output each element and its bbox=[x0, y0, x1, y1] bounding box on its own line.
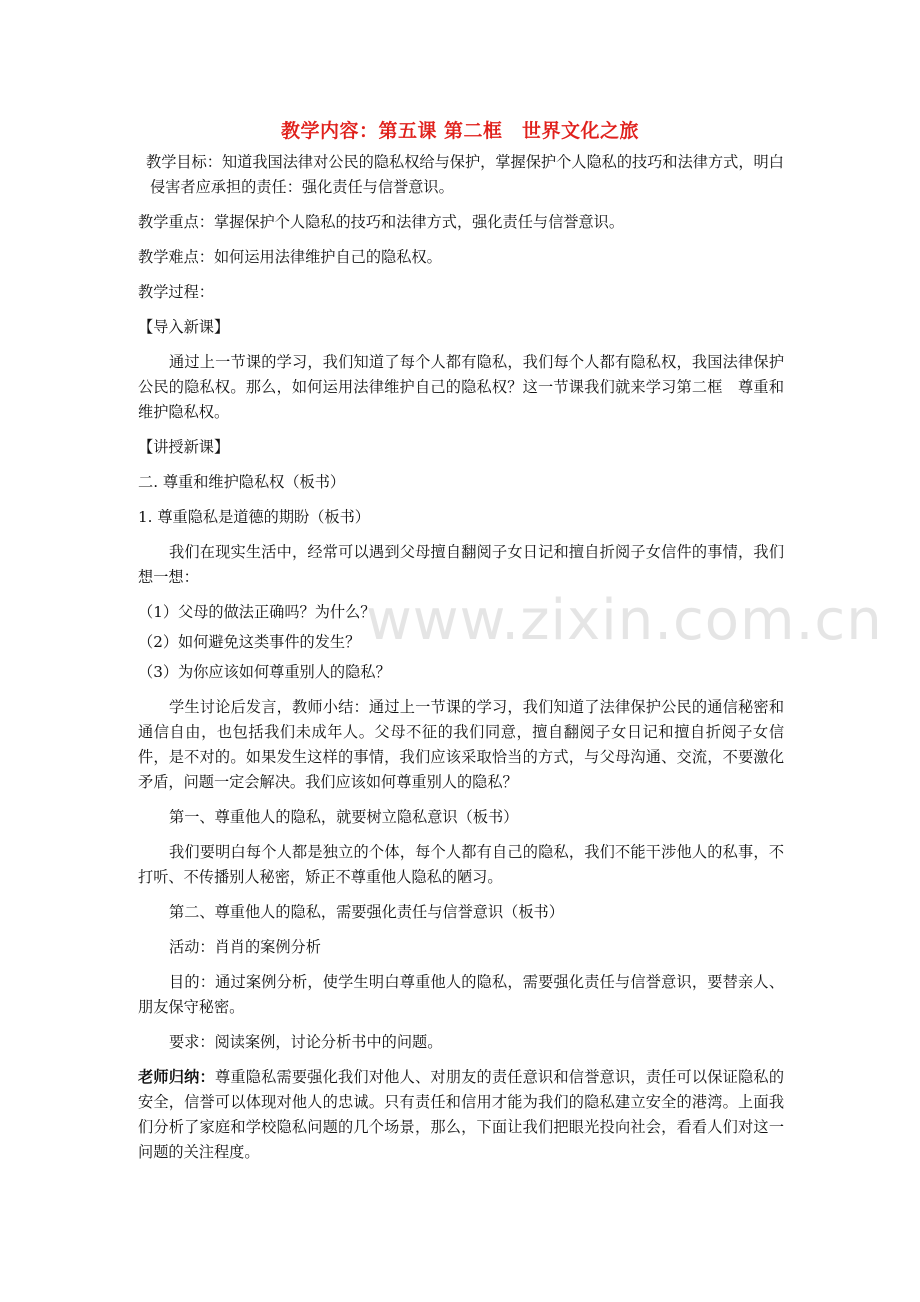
requirement-line: 要求：阅读案例，讨论分析书中的问题。 bbox=[169, 1033, 443, 1051]
intro-paragraph: 通过上一节课的学习，我们知道了每个人都有隐私，我们每个人都有隐私权，我国法律保护公民的隐私权。那么，如何运用法律维护自己的隐私权？这一节课我们就来学习第二框 尊重和维护隐私权。 bbox=[138, 353, 784, 421]
summary-text: 尊重隐私需要强化我们对他人、对朋友的责任意识和信誉意识，责任可以保证隐私的安全，信誉可以体现对他人的忠诚。只有责任和信用才能为我们的隐私建立安全的港湾。上面我们分析了家庭和学校隐私问题的几个场景，那么，下面让我们把眼光投向社会，看看人们对这一问题的关注程度。 bbox=[138, 1068, 785, 1161]
document-body bbox=[138, 150, 883, 1165]
difficulty: 教学难点：如何运用法律维护自己的隐私权。 bbox=[138, 248, 442, 266]
subsection-paragraph: 我们在现实生活中，经常可以遇到父母擅自翻阅子女日记和擅自折阅子女信件的事情，我们想一想： bbox=[138, 543, 784, 586]
first-point-paragraph: 我们要明白每个人都是独立的个体，每个人都有自己的隐私，我们不能干涉他人的私事，不打听、不传播别人秘密，矫正不尊重他人隐私的陋习。 bbox=[138, 843, 784, 886]
process-label: 教学过程： bbox=[138, 283, 214, 301]
objective-line-2: 侵害者应承担的责任：强化责任与信誉意识。 bbox=[150, 178, 454, 196]
question-3: （3）为你应该如何尊重别人的隐私？ bbox=[138, 663, 391, 681]
summary-label: 老师归纳： bbox=[138, 1068, 215, 1086]
key-point: 教学重点：掌握保护个人隐私的技巧和法律方式，强化责任与信誉意识。 bbox=[138, 213, 624, 231]
question-2: （2）如何避免这类事件的发生？ bbox=[138, 633, 361, 651]
section-heading: 二. 尊重和维护隐私权（板书） bbox=[138, 473, 346, 491]
summary-paragraph bbox=[138, 1065, 784, 1165]
watermark: www.zixin.com.cn bbox=[366, 588, 883, 653]
subsection-heading: 1. 尊重隐私是道德的期盼（板书） bbox=[138, 508, 370, 526]
activity-line: 活动：肖肖的案例分析 bbox=[169, 938, 321, 956]
teach-heading: 【讲授新课】 bbox=[138, 438, 230, 456]
question-1: （1）父母的做法正确吗？为什么？ bbox=[138, 603, 376, 621]
first-point: 第一、尊重他人的隐私，就要树立隐私意识（板书） bbox=[169, 808, 519, 826]
objective-line-1: 教学目标：知道我国法律对公民的隐私权给与保护，掌握保护个人隐私的技巧和法律方式，明白 bbox=[146, 153, 784, 171]
lesson-title: 教学内容：第五课 第二框 世界文化之旅 bbox=[280, 120, 640, 142]
purpose-paragraph: 目的：通过案例分析，使学生明白尊重他人的隐私，需要强化责任与信誉意识，要替亲人、朋友保守秘密。 bbox=[138, 973, 784, 1016]
intro-heading: 【导入新课】 bbox=[138, 318, 230, 336]
second-point: 第二、尊重他人的隐私，需要强化责任与信誉意识（板书） bbox=[169, 903, 564, 921]
discussion-paragraph: 学生讨论后发言，教师小结：通过上一节课的学习，我们知道了法律保护公民的通信秘密和通信自由，也包括我们未成年人。父母不征的我们同意，擅自翻阅子女日记和擅自折阅子女信件，是不对的。如果发生这样的事情，我们应该采取恰当的方式，与父母沟通、交流，不要激化矛盾，问题一定会解决。我们应该如何尊重别人的隐私？ bbox=[138, 698, 784, 791]
